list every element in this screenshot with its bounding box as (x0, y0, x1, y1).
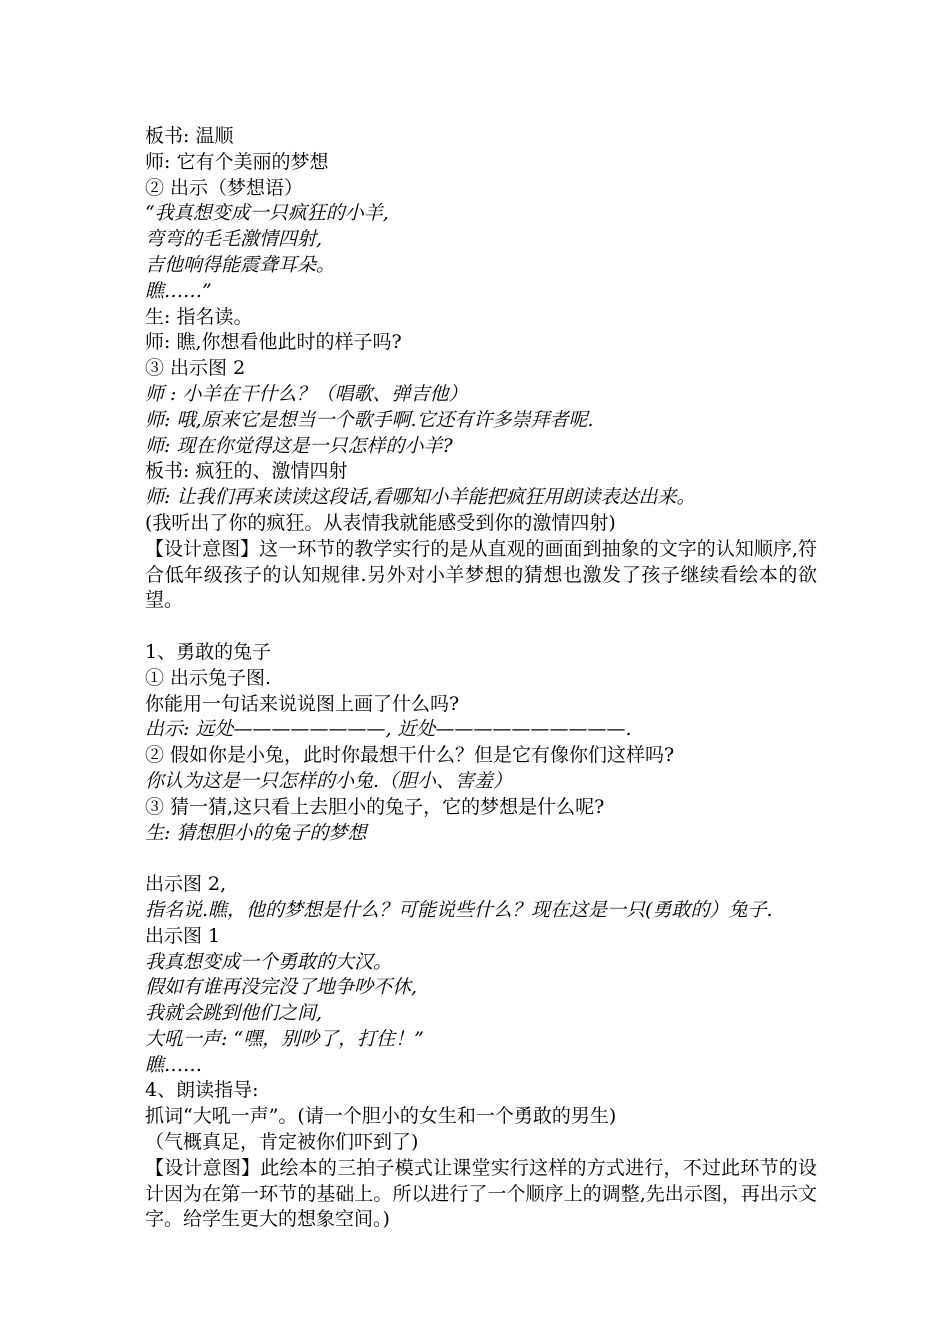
text-line: 瞧…… (145, 1053, 203, 1076)
text-line: 师: 现在你觉得这是一只怎样的小羊? (145, 434, 453, 457)
blank-line (145, 614, 817, 640)
text-line: (我听出了你的疯狂。从表情我就能感受到你的激情四射) (145, 511, 616, 534)
text-line: 师: 让我们再来读读这段话,看哪知小羊能把疯狂用朗读表达出来。 (145, 486, 696, 509)
text-line: 你能用一句话来说说图上画了什么吗? (145, 692, 460, 715)
text-line: 我真想变成一个勇敢的大汉。 (145, 950, 393, 973)
text-line: 吉他响得能震聋耳朵。 (145, 253, 336, 276)
text-line: 师 : 小羊在干什么？（唱歌、弹吉他） (145, 382, 468, 405)
text-line: ② 出示（梦想语） (145, 176, 304, 199)
text-line: 生: 指名读。 (145, 305, 253, 328)
text-line: 4、朗读指导: (145, 1079, 259, 1102)
blank-line (145, 846, 817, 872)
text-line: 出示图 1 (145, 924, 221, 947)
text-line: 出示图 2, (145, 873, 227, 896)
text-line: 1、勇敢的兔子 (145, 640, 272, 663)
text-line: 师: 它有个美丽的梦想 (145, 150, 329, 173)
text-line: 假如有谁再没完没了地争吵不休, (145, 976, 418, 999)
text-line: ③ 出示图 2 (145, 357, 246, 380)
text-line: 瞧……” (145, 279, 212, 302)
text-line: “我真想变成一只疯狂的小羊, (145, 202, 389, 225)
text-line: 生: 猜想胆小的兔子的梦想 (145, 821, 367, 844)
text-line: 指名说.瞧，他的梦想是什么？可能说些什么？现在这是一只(勇敢的）兔子. (145, 898, 773, 921)
text-line: 板书: 温顺 (145, 125, 234, 147)
text-line: （气概真足，肯定被你们吓到了) (145, 1131, 419, 1154)
document-body (145, 124, 817, 1233)
text-line: 板书: 疯狂的、激情四射 (145, 460, 348, 483)
text-line: 【设计意图】这一环节的教学实行的是从直观的画面到抽象的文字的认知顺序,符合低年级孩子的认知规律.另外对小羊梦想的猜想也激发了孩子继续看绘本的欲望。 (145, 537, 817, 612)
text-line: 弯弯的毛毛激情四射, (145, 228, 323, 251)
text-line: 你认为这是一只怎样的小兔.（胆小、害羞） (145, 769, 513, 792)
text-line: 我就会跳到他们之间, (145, 1002, 323, 1025)
text-line: ② 假如你是小兔，此时你最想干什么？但是它有像你们这样吗? (145, 744, 675, 767)
text-line: ① 出示兔子图. (145, 666, 272, 689)
text-line: 抓词“大吼一声”。(请一个胆小的女生和一个勇敢的男生) (145, 1105, 617, 1128)
text-line: 师: 哦,原来它是想当一个歌手啊.它还有许多崇拜者呢. (145, 408, 594, 431)
text-line: 出示: 远处————————, 近处——————————. (145, 718, 632, 741)
text-line: 大吼一声: “嘿，别吵了，打住！” (145, 1027, 424, 1050)
text-line: ③ 猜一猜,这只看上去胆小的兔子，它的梦想是什么呢? (145, 795, 605, 818)
text-line: 【设计意图】此绘本的三拍子模式让课堂实行这样的方式进行，不过此环节的设计因为在第一环节的基础上。所以进行了一个顺序上的调整,先出示图，再出示文字。给学生更大的想象空间。) (145, 1156, 817, 1231)
text-line: 师: 瞧,你想看他此时的样子吗? (145, 331, 402, 354)
